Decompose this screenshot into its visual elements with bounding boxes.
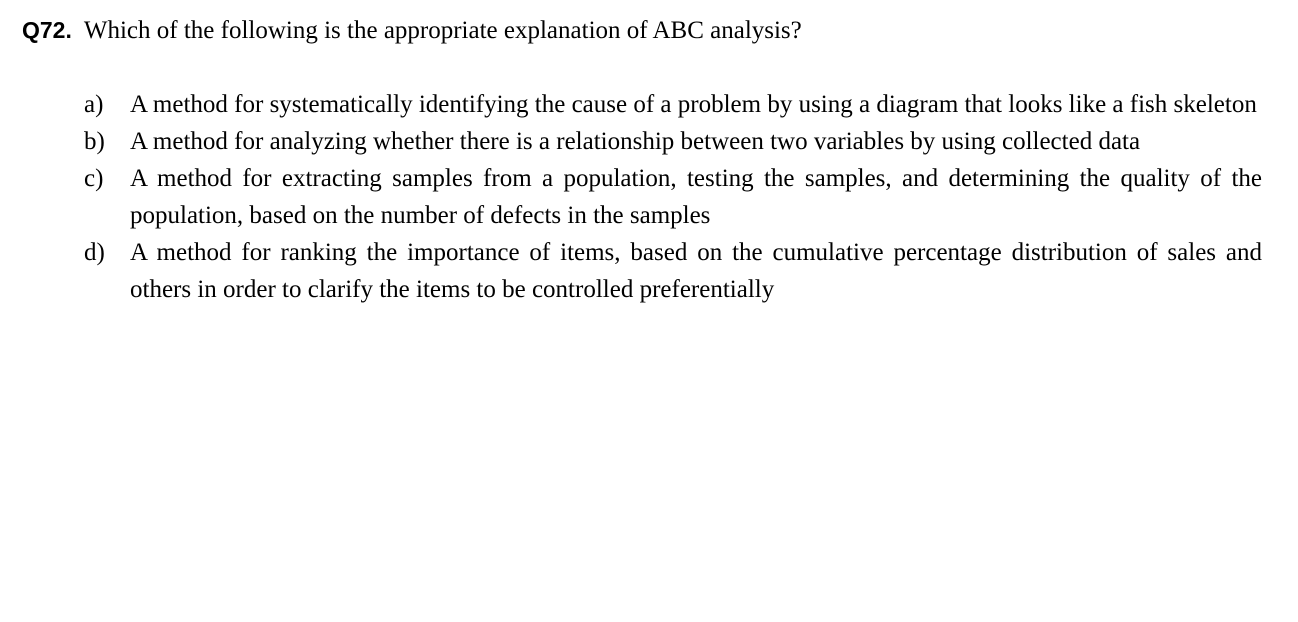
question-number: Q72. <box>22 17 72 43</box>
question-text: Which of the following is the appropriate explanation of ABC analysis? <box>83 17 802 44</box>
option-a[interactable] <box>84 86 1276 123</box>
answer-options-list <box>22 86 1276 308</box>
option-b[interactable] <box>84 123 1276 160</box>
option-a-text: A method for systematically identifying the cause of a problem by using a diagram that looks like a fish skeleton <box>130 90 1257 118</box>
option-b-label: b) <box>84 127 105 155</box>
option-a-label: a) <box>84 90 104 118</box>
option-c[interactable] <box>84 160 1276 234</box>
option-b-text: A method for analyzing whether there is a relationship between two variables by using collected data <box>130 127 1141 155</box>
option-d[interactable] <box>84 234 1276 308</box>
option-c-text: A method for extracting samples from a population, testing the samples, and determining the quality of the population, based on the number of defects in the samples <box>130 164 1262 229</box>
question-stem <box>22 14 1276 48</box>
option-c-label: c) <box>84 164 104 192</box>
option-d-text: A method for ranking the importance of items, based on the cumulative percentage distribution of sales and others in order to clarify the items to be controlled preferentially <box>130 238 1262 303</box>
option-d-label: d) <box>84 238 105 266</box>
